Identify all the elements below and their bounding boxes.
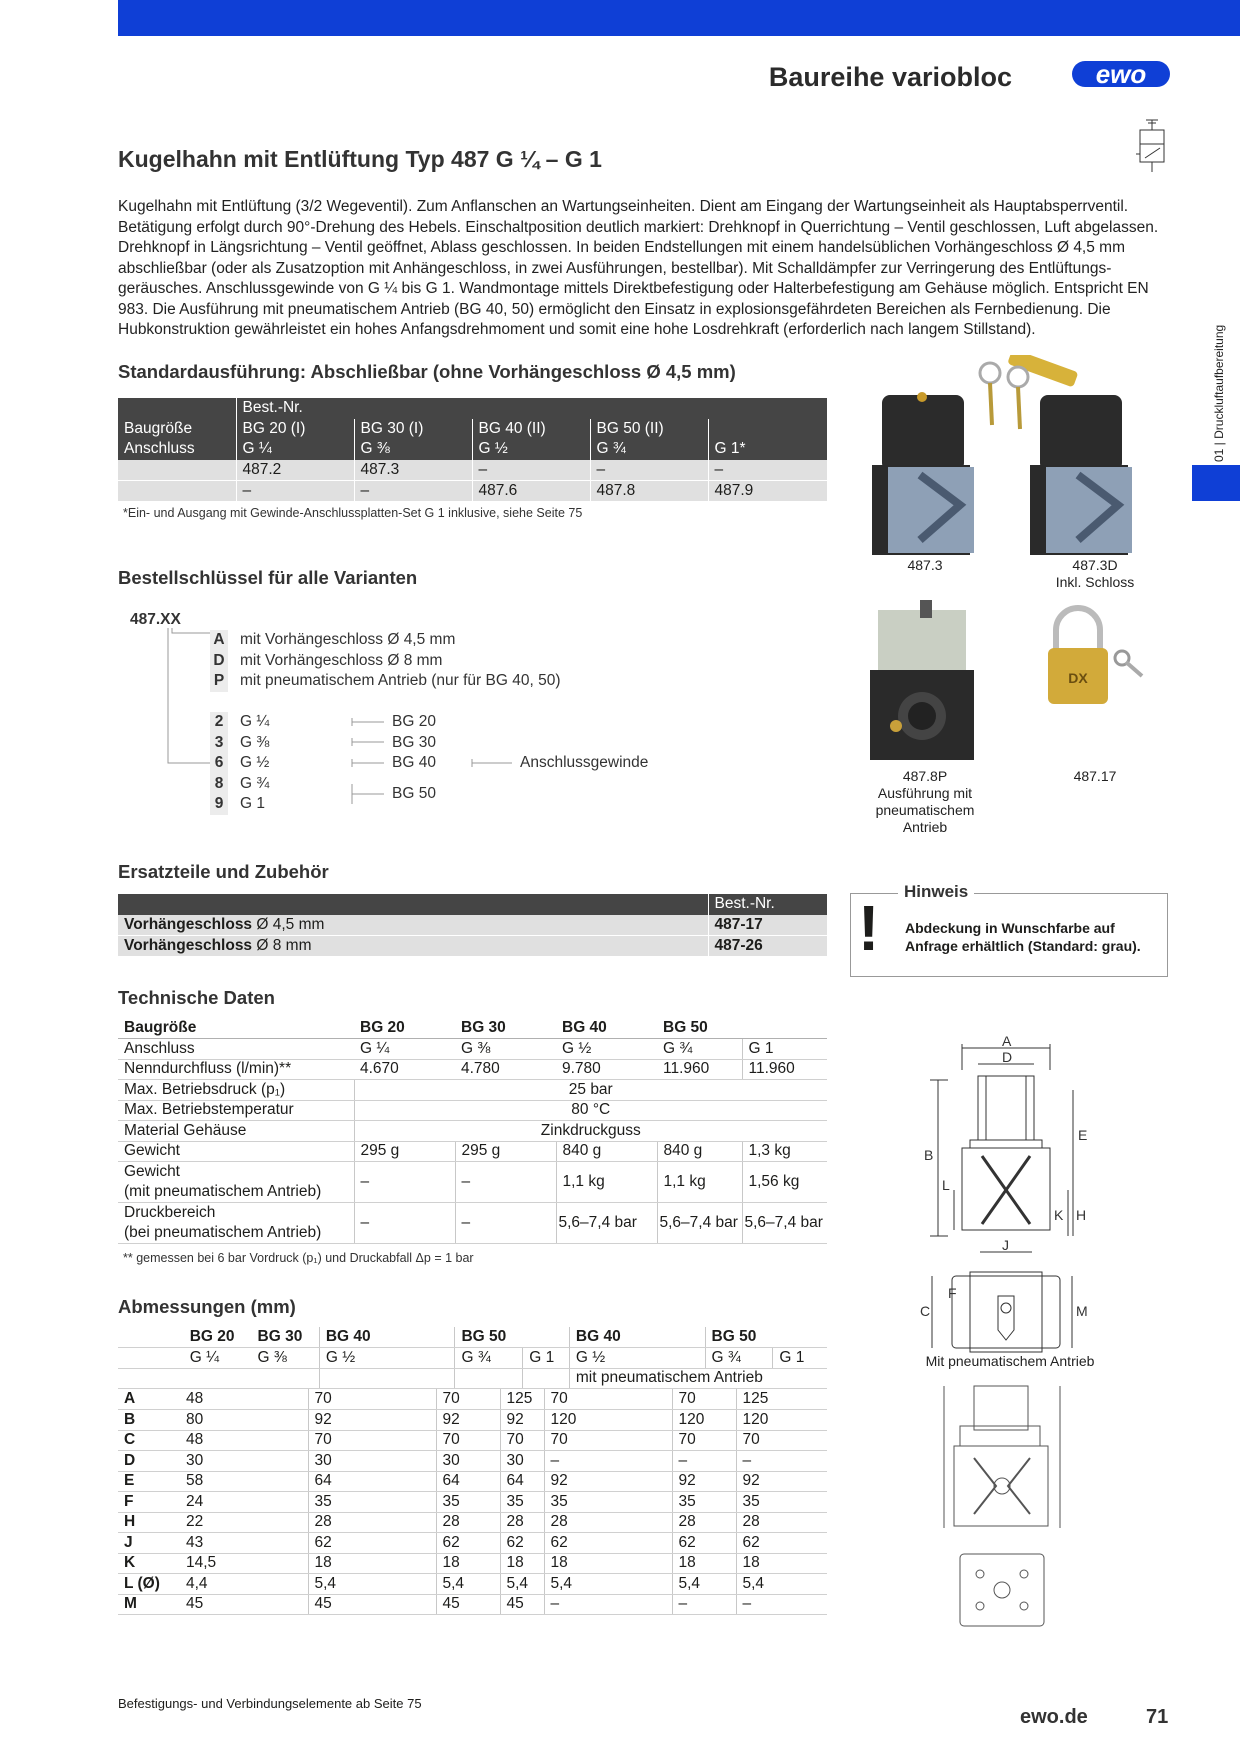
padlock-photo-487-17 bbox=[1048, 608, 1142, 704]
table-row: Gewicht 295 g 295 g 840 g 840 g 1,3 kg bbox=[118, 1141, 827, 1162]
table-row: mit pneumatischem Antrieb bbox=[118, 1368, 827, 1389]
table-row: J 43 62 62 62 62 62 62 bbox=[118, 1533, 827, 1554]
dim-label-j: J bbox=[1002, 1237, 1009, 1253]
photo-caption-487-8p: 487.8P Ausführung mit pneumatischem Antrieb bbox=[875, 768, 975, 835]
product-title: Kugelhahn mit Entlüftung Typ 487 G ¼ – G 1 bbox=[118, 146, 602, 172]
padlock-brand: DX bbox=[1068, 670, 1088, 686]
note-title: Hinweis bbox=[898, 882, 974, 902]
dim-label-l: L bbox=[942, 1177, 950, 1193]
dimension-drawing bbox=[918, 1030, 1098, 1360]
table-row: Druckbereich (bei pneumatischem Antrieb) – – 5,6–7,4 bar 5,6–7,4 bar 5,6–7,4 bar bbox=[118, 1203, 827, 1244]
table-row: Max. Betriebstemperatur 80 °C bbox=[118, 1100, 827, 1121]
table-row: B 80 92 92 92 120 120 120 bbox=[118, 1410, 827, 1431]
table-row: L (Ø) 4,4 5,4 5,4 5,4 5,4 5,4 5,4 bbox=[118, 1574, 827, 1595]
bestnr-header: Best.-Nr. bbox=[236, 398, 827, 419]
dim-label-c: C bbox=[920, 1303, 931, 1319]
footer-reference: Befestigungs- und Verbindungselemente ab Seite 75 bbox=[118, 1696, 422, 1711]
product-description: Kugelhahn mit Entlüftung (3/2 Wegeventil). Zum Anflanschen an Wartungseinheiten. Dient am Eingang der Wartungseinheit als Hauptabsperrventil. Betätigung erfolgt durch 90°-Drehung des Hebels. Einschaltposition deutlich markiert: Drehknopf in Querrichtung – Ventil geschlossen, Luft abgelassen. Drehknopf in Längsrichtung – Ventil geöffnet, Ablass geschlossen. In beiden Endstellungen mit einem handelsüblichen Vorhängeschloss Ø 4,5 mm abschließbar (oder als Zusatzoption mit Anhängeschloss, in zwei Ausführungen, bestellbar). Mit Schalldämpfer zur Verringerung des Entlüftungs-geräusches. Anschlussgewinde von G ¼ bis G 1. Wandmontage mittels Direktbefestigung oder Halterbefestigung am Gehäuse möglich. Entspricht EN 983. Die Ausführung mit pneumatischem Antrieb (BG 40, 50) ermöglicht den Einsatz in explosionsgefährdeten Bereichen als Fernbedienung. Die Hubkonstruktion gewährleistet ein hohes Anfangsdrehmoment und somit eine hohe Losdrehkraft (erforderlich nach langem Stillstand). bbox=[118, 198, 1159, 338]
dims-values bbox=[118, 1389, 827, 1615]
table-row: BG 20 BG 30 BG 40 BG 50 BG 40 BG 50 bbox=[118, 1327, 827, 1348]
order-key-connectors bbox=[350, 712, 520, 812]
table-row: Anschluss G ¼ G ⅜ G ½ G ¾ G 1* bbox=[118, 439, 827, 460]
table-row: A 48 70 70 125 70 70 125 bbox=[118, 1389, 827, 1410]
drawing-caption-pneumatic: Mit pneumatischem Antrieb bbox=[925, 1353, 1095, 1369]
table-row: Baugröße BG 20 (I) BG 30 (I) BG 40 (II) BG 50 (II) bbox=[118, 419, 827, 440]
tech-heading: Technische Daten bbox=[118, 987, 275, 1008]
table-row: E 58 64 64 64 92 92 92 bbox=[118, 1471, 827, 1492]
table-row: Vorhängeschloss Ø 4,5 mm 487-17 bbox=[118, 915, 827, 936]
photo-caption-487-17: 487.17 bbox=[1073, 768, 1117, 784]
table-row: Nenndurchfluss (l/min)** 4.670 4.780 9.780 11.960 11.960 bbox=[118, 1059, 827, 1080]
ewo-logo bbox=[1072, 57, 1170, 91]
table-row: M 45 45 45 45 – – – bbox=[118, 1594, 827, 1615]
order-key-table: A mit Vorhängeschloss Ø 4,5 mm D mit Vorhängeschloss Ø 8 mm P mit pneumatischem Antrieb (nur für BG 40, 50) 2 G ¼ 3 G ⅜ 6 G ½ 8 G ¾ 9 G 1 BG 20 BG 30 BG 40 BG 50 Anschlussgewinde bbox=[210, 630, 910, 830]
dim-label-m: M bbox=[1076, 1303, 1088, 1319]
table-row: 487.2 487.3 – – – bbox=[118, 460, 827, 481]
dim-label-d: D bbox=[1002, 1049, 1013, 1065]
dim-label-h: H bbox=[1076, 1207, 1087, 1223]
table-row: H 22 28 28 28 28 28 28 bbox=[118, 1512, 827, 1533]
chapter-label: 01 | Druckluftaufbereitung bbox=[1212, 324, 1226, 462]
series-title: Baureihe variobloc bbox=[768, 62, 1012, 92]
page-number: 71 bbox=[1146, 1706, 1169, 1728]
product-photos-top bbox=[860, 355, 1180, 555]
dim-label-a: A bbox=[1002, 1033, 1012, 1049]
photo-caption-487-3: 487.3 bbox=[907, 557, 943, 573]
standard-footnote: *Ein- und Ausgang mit Gewinde-Anschlussplatten-Set G 1 inklusive, siehe Seite 75 bbox=[123, 506, 583, 520]
tech-footnote: ** gemessen bei 6 bar Vordruck (p₁) und Druckabfall Δp = 1 bar bbox=[123, 1251, 474, 1265]
table-row: F 24 35 35 35 35 35 35 bbox=[118, 1492, 827, 1513]
photo-caption-487-3d: 487.3D bbox=[1072, 557, 1118, 573]
chapter-marker bbox=[1192, 465, 1240, 501]
table-row: Vorhängeschloss Ø 8 mm 487-26 bbox=[118, 935, 827, 956]
order-key-heading: Bestellschlüssel für alle Varianten bbox=[118, 567, 418, 588]
footer-website[interactable]: ewo.de bbox=[1020, 1706, 1088, 1728]
dim-label-b: B bbox=[924, 1147, 934, 1163]
valve-photo-487-3 bbox=[872, 392, 974, 555]
table-row: G ¼ G ⅜ G ½ G ¾ G 1 G ½ G ¾ G 1 bbox=[118, 1348, 827, 1369]
table-row: Gewicht (mit pneumatischem Antrieb) – – 1,1 kg 1,1 kg 1,56 kg bbox=[118, 1162, 827, 1203]
dims-table bbox=[118, 1327, 827, 1389]
table-row: C 48 70 70 70 70 70 70 bbox=[118, 1430, 827, 1451]
dim-label-k: K bbox=[1054, 1207, 1064, 1223]
table-row: Anschluss G ¼ G ⅜ G ½ G ¾ G 1 bbox=[118, 1039, 827, 1060]
note-text: Abdeckung in Wunschfarbe auf Anfrage erhältlich (Standard: grau). bbox=[905, 920, 1141, 954]
order-key-bracket bbox=[164, 628, 214, 768]
table-row: – – 487.6 487.8 487.9 bbox=[118, 480, 827, 501]
table-row: K 14,5 18 18 18 18 18 18 bbox=[118, 1553, 827, 1574]
chapter-tab[interactable] bbox=[1192, 300, 1240, 500]
spares-table: Best.-Nr. Vorhängeschloss Ø 4,5 mm 487-17 Vorhängeschloss Ø 8 mm 487-26 bbox=[118, 894, 827, 956]
tech-table bbox=[118, 1018, 827, 1244]
table-row: Max. Betriebsdruck (p₁) 25 bar bbox=[118, 1080, 827, 1101]
table-row: D 30 30 30 30 – – – bbox=[118, 1451, 827, 1472]
dim-label-e: E bbox=[1078, 1127, 1088, 1143]
warning-icon: ! bbox=[858, 892, 880, 964]
valve-photo-487-3d bbox=[980, 355, 1132, 555]
spares-heading: Ersatzteile und Zubehör bbox=[118, 861, 329, 882]
table-row: Material Gehäuse Zinkdruckguss bbox=[118, 1121, 827, 1142]
top-color-bar bbox=[118, 0, 1240, 36]
dim-label-f: F bbox=[948, 1285, 957, 1301]
pneumatic-drawing bbox=[940, 1368, 1080, 1638]
photo-caption-487-3d-sub: Inkl. Schloss bbox=[1055, 574, 1135, 590]
standard-heading: Standardausführung: Abschließbar (ohne Vorhängeschloss Ø 4,5 mm) bbox=[118, 361, 736, 382]
standard-table bbox=[118, 398, 827, 501]
dims-heading: Abmessungen (mm) bbox=[118, 1296, 296, 1317]
order-code: 487.XX bbox=[130, 611, 181, 628]
valve-symbol-icon bbox=[1136, 118, 1172, 174]
table-row: Baugröße BG 20 BG 30 BG 40 BG 50 bbox=[118, 1018, 827, 1039]
svg-text:ewo: ewo bbox=[1095, 59, 1147, 89]
